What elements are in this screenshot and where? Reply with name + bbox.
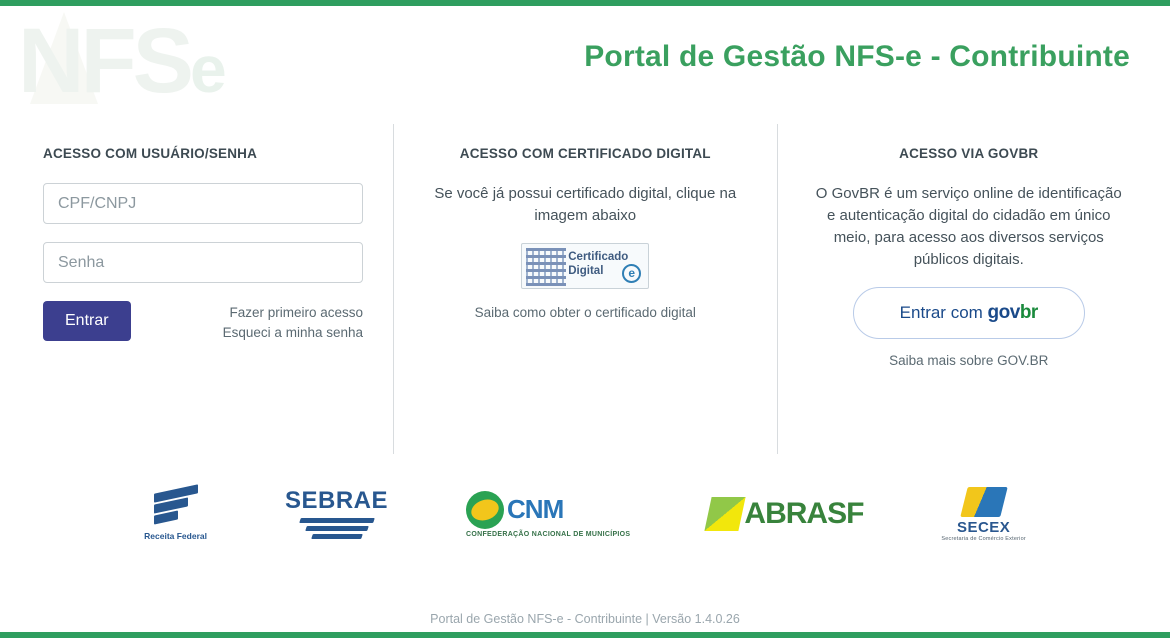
secex-mark-icon: [960, 487, 1007, 517]
sebrae-wordmark: SEBRAE: [284, 486, 389, 514]
secex-caption: Secretaria de Comércio Exterior: [941, 535, 1026, 542]
nfse-logo-watermark: [18, 6, 223, 124]
abrasf-row: [708, 497, 863, 531]
abrasf-wordmark: ABRASF: [744, 497, 864, 530]
password-input[interactable]: [43, 242, 363, 283]
cnm-caption: CONFEDERAÇÃO NACIONAL DE MUNICÍPIOS: [466, 530, 631, 538]
certificate-title: ACESSO COM CERTIFICADO DIGITAL: [459, 146, 711, 161]
cnm-wordmark: CNM: [507, 494, 564, 524]
cnm-globe-icon: [466, 491, 504, 529]
govbr-title: ACESSO VIA GOVBR: [899, 146, 1039, 161]
forgot-password-link[interactable]: Esqueci a minha senha: [222, 325, 363, 340]
logo-cnm: [466, 491, 630, 538]
govbr-button-label: Entrar com: [899, 303, 983, 322]
receita-federal-caption: Receita Federal: [144, 531, 207, 541]
govbr-brand-gov: gov: [987, 302, 1020, 323]
logo-sebrae: [285, 487, 388, 542]
page-title: Portal de Gestão NFS-e - Contribuinte: [584, 40, 1130, 73]
cnm-row: [466, 491, 630, 529]
first-access-link[interactable]: Fazer primeiro acesso: [229, 305, 363, 320]
watermark-text: NFS: [18, 10, 190, 112]
column-govbr: [777, 124, 1161, 454]
certificate-barcode-icon: [526, 248, 566, 286]
page-header: [0, 6, 1170, 124]
govbr-help-link[interactable]: Saiba mais sobre GOV.BR: [889, 353, 1049, 368]
logo-receita-federal: [144, 487, 207, 541]
certificate-badge-line2: Digital: [568, 265, 604, 277]
user-password-title: ACESSO COM USUÁRIO/SENHA: [43, 146, 258, 161]
abrasf-mark-icon: [705, 497, 746, 531]
certificate-badge-line1: Certificado: [568, 251, 629, 263]
logo-secex: [941, 487, 1025, 542]
digital-certificate-icon[interactable]: [521, 243, 649, 289]
login-actions: [43, 301, 363, 343]
certificate-e-icon: e: [622, 264, 641, 283]
login-columns: [0, 124, 1170, 454]
receita-federal-icon: [154, 487, 198, 527]
sebrae-bars-icon: [285, 518, 388, 539]
partner-logos: [0, 454, 1170, 564]
column-user-password: [10, 124, 393, 454]
govbr-login-button[interactable]: [853, 287, 1085, 339]
column-digital-certificate: [393, 124, 777, 454]
secex-wordmark: SECEX: [956, 518, 1011, 536]
watermark-e: e: [190, 32, 223, 106]
certificate-badge-text: [568, 250, 628, 278]
certificate-description: Se você já possui certificado digital, clique na imagem abaixo: [434, 185, 737, 224]
cpf-cnpj-input[interactable]: [43, 183, 363, 224]
govbr-description: O GovBR é um serviço online de identificação e autenticação digital do cidadão em único meio, para acesso aos diversos serviços públicos digitais.: [815, 185, 1122, 268]
login-submit-button[interactable]: Entrar: [43, 301, 131, 341]
login-helper-links: [223, 301, 363, 343]
certificate-help-link[interactable]: Saiba como obter o certificado digital: [474, 305, 696, 320]
footer-version: Portal de Gestão NFS-e - Contribuinte | Versão 1.4.0.26: [430, 612, 740, 626]
logo-abrasf: [708, 497, 863, 531]
govbr-brand-br: br: [1019, 302, 1038, 323]
